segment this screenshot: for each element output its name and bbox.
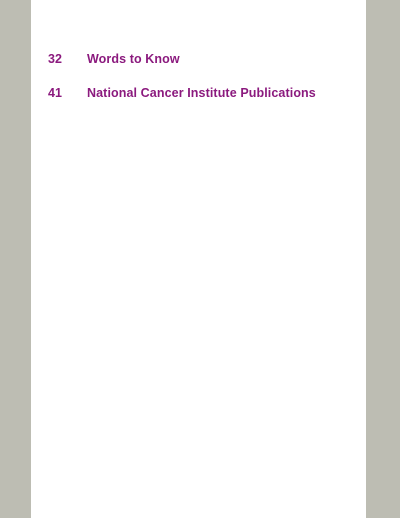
toc-title: Words to Know [87,52,180,66]
toc-page-number: 32 [48,52,63,66]
toc-page-number: 41 [48,86,63,100]
document-page [31,0,366,518]
toc-title: National Cancer Institute Publications [87,86,316,100]
table-of-contents [48,52,356,120]
toc-entry-nci-publications[interactable] [48,86,356,103]
toc-entry-words-to-know[interactable] [48,52,356,69]
